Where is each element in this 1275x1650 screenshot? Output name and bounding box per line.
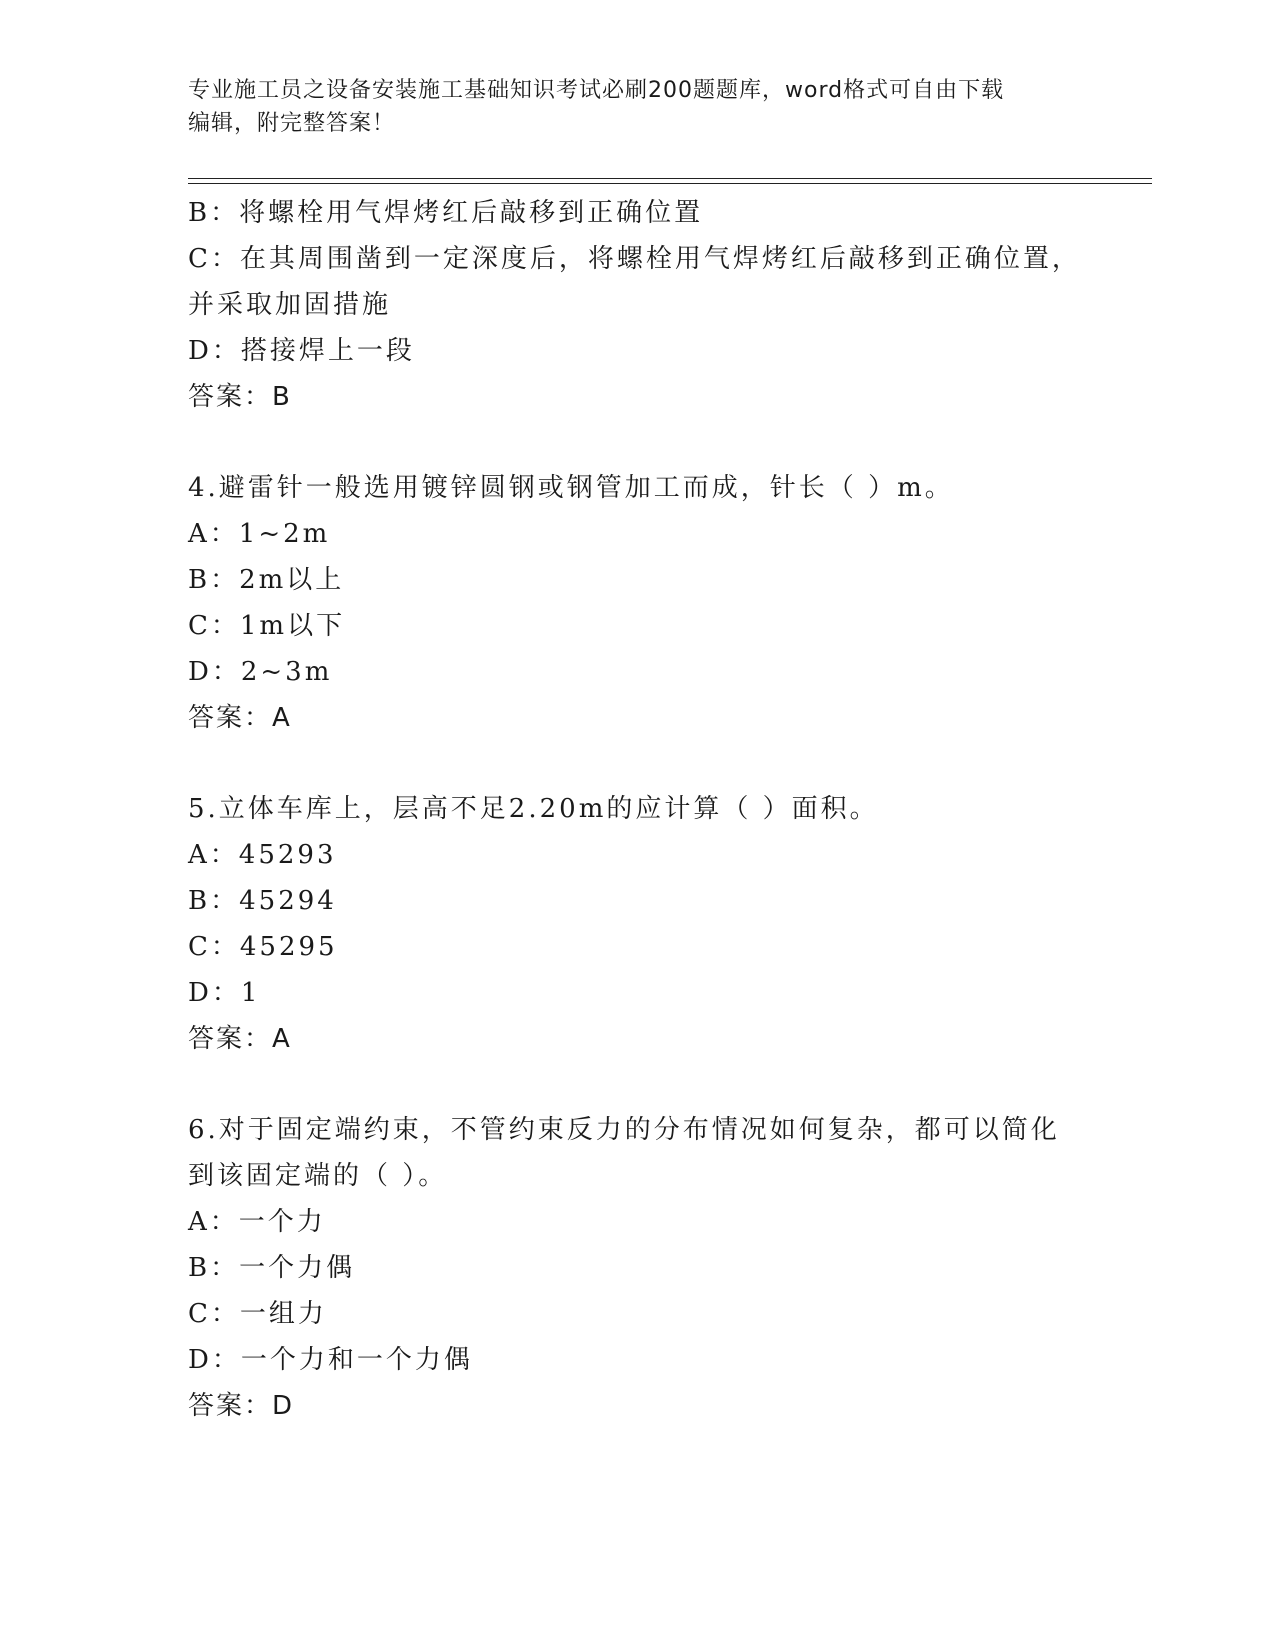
option-c: C：一组力: [188, 1299, 327, 1329]
answer: 答案：A: [188, 703, 292, 733]
question-6: [188, 1107, 1088, 1429]
question-stem-continued: 到该固定端的（ ）。: [188, 1161, 448, 1191]
option-d: D：搭接焊上一段: [188, 336, 415, 366]
option-a: A：1~2m: [188, 519, 331, 549]
option-c: C：在其周围凿到一定深度后，将螺栓用气焊烤红后敲移到正确位置，: [188, 244, 1081, 274]
answer: 答案：A: [188, 1024, 292, 1054]
question-5: [188, 786, 1088, 1062]
option-b: B：将螺栓用气焊烤红后敲移到正确位置: [188, 198, 704, 228]
header-divider-top: [188, 178, 1152, 179]
option-c: C：1m以下: [188, 611, 346, 641]
question-3-tail: [188, 190, 1088, 420]
question-list: [188, 190, 1088, 1429]
question-4: [188, 465, 1088, 741]
option-d: D：一个力和一个力偶: [188, 1345, 473, 1375]
option-d: D：2~3m: [188, 657, 333, 687]
option-a: A：一个力: [188, 1207, 326, 1237]
option-d: D：1: [188, 978, 261, 1008]
header-title-line2: 编辑，附完整答案！: [188, 111, 396, 136]
option-c-continued: 并采取加固措施: [188, 290, 392, 320]
option-a: A：45293: [188, 840, 337, 870]
question-stem: 4.避雷针一般选用镀锌圆钢或钢管加工而成，针长（ ）m。: [188, 473, 954, 503]
question-stem: 6.对于固定端约束，不管约束反力的分布情况如何复杂，都可以简化: [188, 1115, 1060, 1145]
header-title-line1: 专业施工员之设备安装施工基础知识考试必刷200题题库，word格式可自由下载: [188, 78, 1005, 103]
answer: 答案：B: [188, 382, 292, 412]
document-header: [188, 74, 1088, 140]
option-b: B：45294: [188, 886, 337, 916]
option-b: B：2m以上: [188, 565, 345, 595]
header-divider-bottom: [188, 183, 1152, 184]
option-b: B：一个力偶: [188, 1253, 356, 1283]
answer: 答案：D: [188, 1391, 295, 1421]
option-c: C：45295: [188, 932, 338, 962]
question-stem: 5.立体车库上，层高不足2.20m的应计算（ ）面积。: [188, 794, 879, 824]
